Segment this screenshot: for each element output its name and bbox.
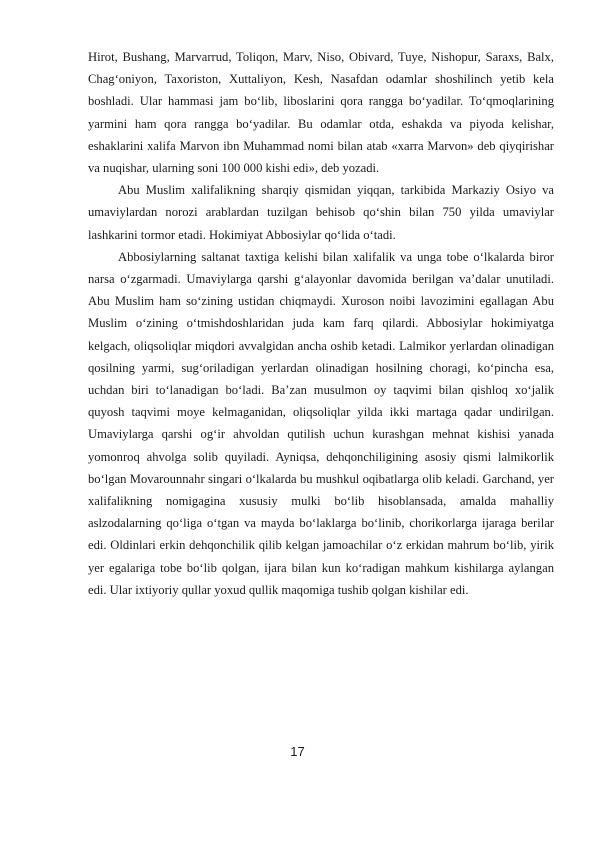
paragraph-1: Hirot, Bushang, Marvarrud, Toliqon, Marv, Niso, Obivard, Tuye, Nishopur, Saraxs, Balx, Chag‘oniyon, Taxoriston, Xuttaliyon, Kesh, Nasafdan odamlar shoshilinch yetib kela boshladi. Ular hammasi jam bo‘lib, liboslarini qora rangga bo‘yadilar. To‘qmoqlarining yarmini ham qora rangga bo‘yadilar. Bu odamlar otda, eshakda va piyoda kelishar, eshaklarini xalifa Marvon ibn Muhammad nomi bilan atab «xarra Marvon» deb qiyqirishar va nuqishar, ularning soni 100 000 kishi edi», deb yozadi. — [88, 50, 554, 176]
document-page — [88, 46, 554, 601]
paragraph-3: Abbosiylarning saltanat taxtiga kelishi bilan xalifalik va unga tobe o‘lkalarda biror narsa o‘zgarmadi. Umaviylarga qarshi g‘alayonlar davomida berilgan va’dalar unutiladi. Abu Muslim ham so‘zining ustidan chiqmaydi. Xuroson noibi lavozimini egallagan Abu Muslim o‘zining o‘tmishdoshlaridan juda kam farq qilardi. Abbosiylar hokimiyatga kelgach, oliqsoliqlar miqdori avvalgidan ancha oshib ketadi. Lalmikor yerlardan olinadigan qosilning yarmi, sug‘oriladigan yerlardan olinadigan hosilning choragi, ko‘pincha esa, uchdan biri to‘lanadigan bo‘ladi. Ba’zan musulmon oy taqvimi bilan qishloq xo‘jalik quyosh taqvimi moye kelmaganidan, oliqsoliqlar yilda ikki martaga qadar undirilgan. Umaviylarga qarshi og‘ir ahvoldan qutilish uchun kurashgan mehnat kishisi yanada yomonroq ahvolga solib quyiladi. Ayniqsa, dehqonchiligining asosiy qismi lalmikorlik bo‘lgan Movarounnahr singari o‘lkalarda bu mushkul oqibatlarga olib keladi. Garchand, yer xalifalikning nomigagina xususiy mulki bo‘lib hisoblansada, amalda mahalliy aslzodalarning qo‘liga o‘tgan va mayda bo‘laklarga bo‘linib, chorikorlarga ijaraga berilar edi. Oldinlari erkin dehqonchilik qilib kelgan jamoachilar o‘z erkidan mahrum bo‘lib, yirik yer egalariga tobe bo‘lib qolgan, ijara bilan kun ko‘radigan mahkum kishilarga aylangan edi. Ular ixtiyoriy qullar yoxud qullik maqomiga tushib qolgan kishilar edi. — [88, 249, 554, 597]
paragraph-2: Abu Muslim xalifalikning sharqiy qismidan yiqqan, tarkibida Markaziy Osiyo va umaviylardan norozi arablardan tuzilgan behisob qo‘shin bilan 750 yilda umaviylar lashkarini tormor etadi. Hokimiyat Abbosiylar qo‘lida o‘tadi. — [88, 183, 554, 242]
page-number: 17 — [290, 744, 305, 759]
